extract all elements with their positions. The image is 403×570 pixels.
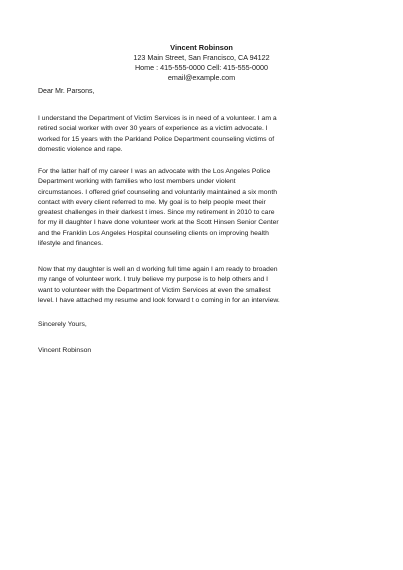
paragraph-line: domestic violence and rape. bbox=[38, 145, 123, 153]
paragraph-line: Now that my daughter is well an d working full time again I am ready to broaden bbox=[38, 266, 278, 273]
body-paragraph-1 bbox=[38, 114, 373, 155]
paragraph-line: I understand the Department of Victim Services is in need of a volunteer. I am a bbox=[38, 115, 277, 122]
body-paragraph-2 bbox=[38, 167, 373, 249]
paragraph-line: contact with every client referred to me. My goal is to help people meet their bbox=[38, 198, 266, 206]
salutation: Dear Mr. Parsons, bbox=[38, 88, 95, 95]
paragraph-line: want to volunteer with the Department of Victim Services at even the smallest bbox=[38, 286, 271, 294]
body-paragraph-3 bbox=[38, 265, 373, 306]
sender-header bbox=[0, 43, 403, 83]
paragraph-line: greatest challenges in their darkest t imes. Since my retirement in 2010 to care bbox=[38, 209, 275, 217]
paragraph-line: and the Franklin Los Angeles Hospital counseling clients on improving health bbox=[38, 229, 269, 237]
sender-address: 123 Main Street, San Francisco, CA 94122 bbox=[133, 53, 270, 62]
paragraph-line: worked for 15 years with the Parkland Police Department counseling victims of bbox=[38, 135, 275, 143]
paragraph-line: circumstances. I offered grief counseling and voluntarily maintained a six month bbox=[38, 188, 278, 196]
sender-name: Vincent Robinson bbox=[170, 43, 233, 52]
paragraph-line: lifestyle and finances. bbox=[38, 240, 103, 248]
paragraph-line: level. I have attached my resume and look forward t o coming in for an interview. bbox=[38, 296, 280, 304]
sender-email: email@example.com bbox=[167, 73, 236, 82]
paragraph-line: Department working with families who lost members under violent bbox=[38, 178, 236, 186]
sender-phones: Home : 415-555-0000 Cell: 415-555-0000 bbox=[134, 63, 269, 72]
paragraph-line: retired social worker with over 30 years of experience as a victim advocate. I bbox=[38, 125, 268, 133]
closing: Sincerely Yours, bbox=[38, 321, 87, 328]
signature-name: Vincent Robinson bbox=[38, 347, 92, 354]
paragraph-line: For the latter half of my career I was an advocate with the Los Angeles Police bbox=[38, 168, 271, 175]
paragraph-line: for my ill daughter I have done volunteer work at the Scott Hinsen Senior Center bbox=[38, 219, 279, 227]
paragraph-line: my range of volunteer work. I truly believe my purpose is to help others and I bbox=[38, 276, 269, 284]
